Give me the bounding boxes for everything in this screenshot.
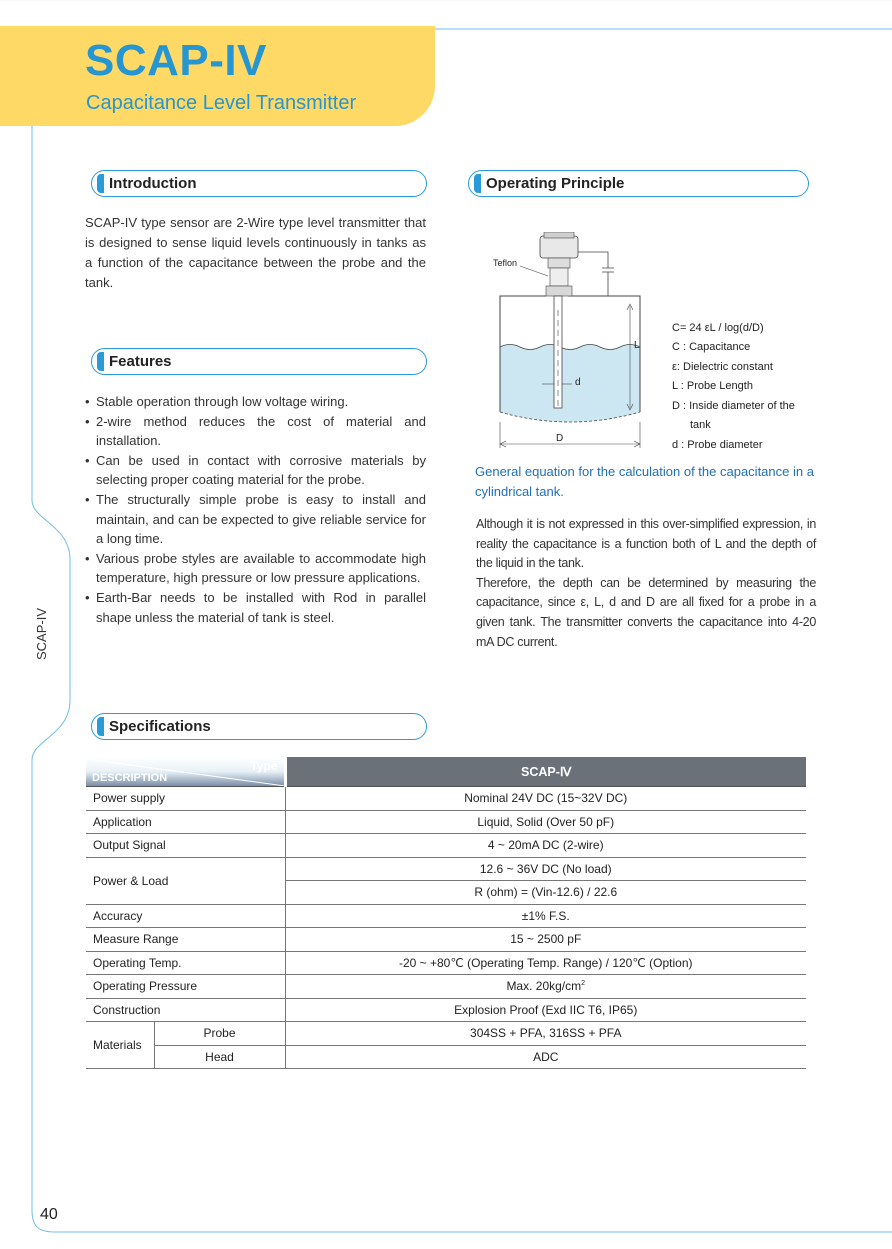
- heading-accent: [474, 174, 481, 193]
- table-row: Application Liquid, Solid (Over 50 pF): [86, 810, 806, 834]
- specifications-heading: Specifications: [91, 713, 427, 740]
- table-row: Output Signal 4 ~ 20mA DC (2-wire): [86, 834, 806, 858]
- header-model-cell: SCAP-Ⅳ: [285, 757, 806, 787]
- legend-formula: C= 24 εL / log(d/D): [672, 322, 764, 334]
- header-description-label: DESCRIPTION: [92, 772, 168, 784]
- table-header-row: [86, 757, 806, 787]
- capacitor-symbol: [578, 252, 614, 296]
- header-diagonal-cell: [86, 757, 285, 787]
- legend-line: tank: [690, 419, 711, 431]
- legend-line: ε: Dielectric constant: [672, 361, 773, 373]
- table-row: Operating Temp. -20 ~ +80℃ (Operating Temp. Range) / 120℃ (Option): [86, 951, 806, 975]
- legend-line: D : Inside diameter of the: [672, 400, 795, 412]
- heading-accent: [97, 174, 104, 193]
- table-row: Accuracy ±1% F.S.: [86, 904, 806, 928]
- heading-accent: [97, 352, 104, 371]
- principle-text: Although it is not expressed in this over-simplified expression, in reality the capacitance is a function both of L and the depth of the liquid in the tank. Therefore, the depth can be determined by measuring the capacitance, since ε, L, d and D are all fixed for a probe in a given tank. The transmitter converts the capacitance into 4-20 mA DC current.: [476, 517, 816, 649]
- feature-item: • Earth-Bar needs to be installed with Rod in parallel shape unless the material of tank is steel.: [85, 588, 426, 627]
- header-type-label: Type: [250, 759, 278, 773]
- feature-item: • Various probe styles are available to accommodate high temperature, high pressure or low pressure applications.: [85, 549, 426, 588]
- liquid-area: [500, 345, 640, 413]
- page-title: SCAP-IV: [85, 36, 267, 85]
- table-row: Power supply Nominal 24V DC (15~32V DC): [86, 787, 806, 811]
- table-row: Construction Explosion Proof (Exd IIC T6, IP65): [86, 998, 806, 1022]
- legend-line: d : Probe diameter: [672, 439, 763, 451]
- side-tab-label: SCAP-IV: [34, 607, 49, 660]
- feature-item: • The structurally simple probe is easy to install and maintain, and can be expected to give reliable service for a long time.: [85, 490, 426, 549]
- introduction-heading: Introduction: [91, 170, 427, 197]
- feature-item: • 2-wire method reduces the cost of material and installation.: [85, 412, 426, 451]
- length-label: L: [634, 340, 640, 351]
- table-row: Materials Probe 304SS + PFA, 316SS + PFA: [86, 1022, 806, 1046]
- transmitter-head: [540, 236, 578, 258]
- introduction-text: SCAP-IV type sensor are 2-Wire type level transmitter that is designed to sense liquid levels continuously in tanks as a function of the capacitance between the probe and the tank.: [85, 215, 426, 290]
- probe-diameter-label: d: [575, 377, 581, 388]
- page-subtitle: Capacitance Level Transmitter: [86, 92, 357, 114]
- features-heading: Features: [91, 348, 427, 375]
- operating-principle-heading: Operating Principle: [468, 170, 809, 197]
- equation-caption: General equation for the calculation of the capacitance in a cylindrical tank.: [475, 464, 814, 499]
- table-row: Head ADC: [86, 1045, 806, 1069]
- tank-bottom: [500, 412, 640, 422]
- table-row: Operating Pressure Max. $20kg/cm^2$: [86, 975, 806, 999]
- heading-accent: [97, 717, 104, 736]
- feature-item: • Stable operation through low voltage wiring.: [85, 392, 426, 412]
- table-row: Power & Load 12.6 ~ 36V DC (No load): [86, 857, 806, 881]
- features-list: [85, 392, 426, 627]
- page-number: 40: [40, 1206, 58, 1223]
- specifications-table: [86, 757, 806, 1069]
- table-row: R (ohm) = (Vin-12.6) / 22.6: [86, 881, 806, 905]
- feature-item: • Can be used in contact with corrosive materials by selecting proper coating material for the probe.: [85, 451, 426, 490]
- legend-line: L : Probe Length: [672, 380, 753, 392]
- teflon-label: Teflon: [493, 258, 518, 268]
- legend-line: C : Capacitance: [672, 341, 751, 353]
- table-row: Measure Range 15 ~ 2500 pF: [86, 928, 806, 952]
- tank-diameter-label: D: [556, 433, 564, 444]
